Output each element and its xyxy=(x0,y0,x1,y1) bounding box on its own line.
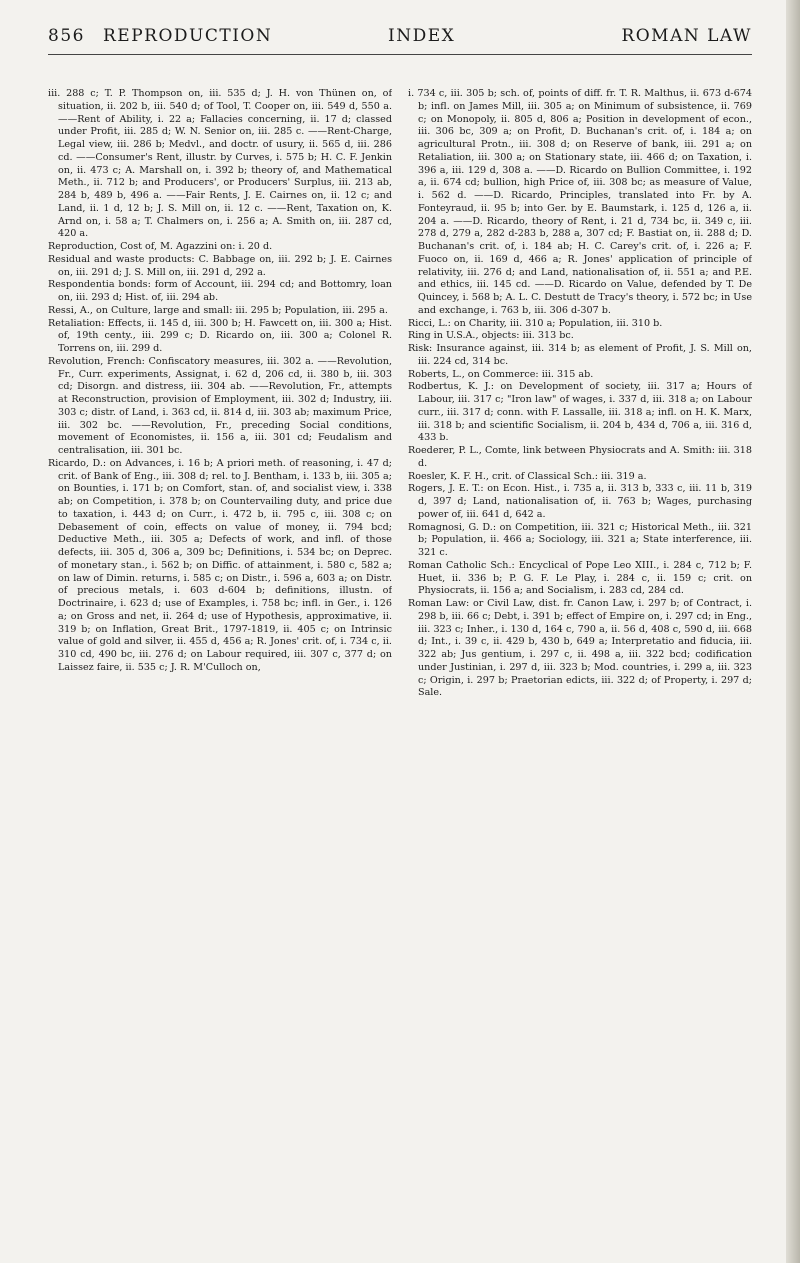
index-entry: Ring in U.S.A., objects: iii. 313 bc. xyxy=(408,330,574,342)
index-entry: Roederer, P. L., Comte, link between Physiocrats and A. Smith: iii. 318 d. xyxy=(408,445,752,469)
index-entry: Roesler, K. F. H., crit. of Classical Sch.: iii. 319 a. xyxy=(408,470,647,482)
index-entry: Respondentia bonds: form of Account, iii. 294 cd; and Bottomry, loan on, iii. 293 d; Hist. of, iii. 294 ab. xyxy=(48,279,392,303)
index-entry: Romagnosi, G. D.: on Competition, iii. 321 c; Historical Meth., iii. 321 b; Population, ii. 466 a; Sociology, iii. 321 a; State interference, iii. 321 c. xyxy=(408,521,752,558)
index-entry: Ricardo, D.: on Advances, i. 16 b; A priori meth. of reasoning, i. 47 d; crit. of Bank of Eng., iii. 308 d; rel. to J. Bentham, i. 133 b, iii. 305 a; on Bounties, i. 171 b; on Comfort, stan. of, and socialist view, i. 338 ab; on Competition, i. 378 b; on Countervailing duty, and price due to taxation, i. 443 d; on Curr., i. 472 b, ii. 795 c, iii. 308 c; on Debasement of coin, effects on value of money, ii. 794 bcd; Deductive Meth., iii. 305 a; Defects of work, and infl. of those defects, iii. 305 d, 306 a, 309 bc; Definitions, i. 534 bc; on Deprec. of monetary stan., i. 562 b; on Diffic. of attainment, i. 580 c, 582 a; on law of Dimin. returns, i. 585 c; on Distr., i. 596 a, 603 a; on Distr. of precious metals, i. 603 d-604 b; definitions, illustn. of Doctrinaire, i. 623 d; use of Examples, i. 758 bc; infl. in Ger., i. 126 a; on Gross and net, ii. 264 d; use of Hypothesis, approximative, ii. 319 b; on Inflation, Great Brit., 1797-1819, ii. 405 c; on Intrinsic value of gold and silver, ii. 455 d, 456 a; R. Jones' crit. of, i. 734 c, ii. 310 cd, 490 bc, iii. 276 d; on Labour required, iii. 307 c, 377 d; on Laissez faire, ii. 535 c; J. R. M'Culloch on, xyxy=(48,457,392,673)
index-entry: Rodbertus, K. J.: on Development of society, iii. 317 a; Hours of Labour, iii. 317 c; "Iron law" of wages, i. 337 d, iii. 318 a; on Labour curr., iii. 317 d; conn. with F. Lassalle, iii. 318 a; infl. on H. K. Marx, iii. 318 b; and scientific Socialism, ii. 204 b, 434 d, 706 a, iii. 316 d, 433 b. xyxy=(408,381,752,444)
page-number: 856 xyxy=(48,26,85,46)
page-edge-shadow xyxy=(786,0,800,1263)
index-entry: Ricci, L.: on Charity, iii. 310 a; Population, iii. 310 b. xyxy=(408,317,663,329)
running-header xyxy=(48,26,752,56)
index-entry: i. 734 c, iii. 305 b; sch. of, points of diff. fr. T. R. Malthus, ii. 673 d-674 b; infl. on James Mill, iii. 305 a; on Minimum of subsistence, ii. 769 c; on Monopoly, ii. 805 d, 806 a; Position in development of econ., iii. 306 bc, 309 a; on Profit, D. Buchanan's crit. of, i. 184 a; on agricultural Protn., iii. 308 d; on Reserve of bank, iii. 291 a; on Retaliation, iii. 300 a; on Stationary state, iii. 466 d; on Taxation, i. 396 a, iii. 129 d, 308 a. ——D. Ricardo on Bullion Committee, i. 192 a, ii. 674 cd; bullion, high Price of, iii. 308 bc; as measure of Value, i. 562 d. ——D. Ricardo, Principles, translated into Fr. by A. Fonteyraud, ii. 95 b; into Ger. by E. Baumstark, i. 125 d, 126 a, ii. 204 a. ——D. Ricardo, theory of Rent, i. 21 d, 734 bc, ii. 349 c, iii. 278 d, 279 a, 282 d-283 b, 288 a, 307 cd; F. Bastiat on, ii. 288 d; D. Buchanan's crit. of, i. 184 ab; H. C. Carey's crit. of, i. 226 a; F. Fuoco on, ii. 169 d, 466 a; R. Jones' application of principle of relativity, iii. 276 d; and Land, nationalisation of, ii. 551 a; and P.E. and ethics, iii. 145 cd. ——D. Ricardo on Value, defended by T. De Quincey, i. 568 b; A. L. C. Destutt de Tracy's theory, i. 572 bc; in Use and exchange, i. 763 b, iii. 306 d-307 b. xyxy=(408,88,752,316)
header-left-title: REPRODUCTION xyxy=(103,26,273,46)
index-entry: Revolution, French: Confiscatory measures, iii. 302 a. ——Revolution, Fr., Curr. experiments, Assignat, i. 62 d, 206 cd, ii. 380 b, iii. 303 cd; Disorgn. and distress, iii. 304 ab. ——Revolution, Fr., attempts at Reconstruction, provision of Employment, iii. 302 d; Industry, iii. 303 c; distr. of Land, i. 363 cd, ii. 814 d, iii. 303 ab; maximum Price, iii. 302 bc. ——Revolution, Fr., preceding Social conditions, movement of Economistes, ii. 156 a, iii. 301 cd; Feudalism and centralisation, iii. 301 bc. xyxy=(48,355,392,456)
header-right-title: ROMAN LAW xyxy=(621,26,752,46)
index-entry: iii. 288 c; T. P. Thompson on, iii. 535 d; J. H. von Thünen on, of situation, ii. 202 b, iii. 540 d; of Tool, T. Cooper on, iii. 549 d, 550 a. ——Rent of Ability, i. 22 a; Fallacies concerning, ii. 17 d; classed under Profit, iii. 285 d; W. N. Senior on, iii. 285 c. ——Rent-Charge, Legal view, iii. 286 b; Medvl., and doctr. of usury, ii. 565 d, iii. 286 cd. ——Consumer's Rent, illustr. by Curves, i. 575 b; H. C. F. Jenkin on, ii. 473 c; A. Marshall on, i. 392 b; theory of, and Mathematical Meth., ii. 712 b; and Producers', or Producers' Surplus, iii. 213 ab, 284 b, 489 b, 496 a. ——Fair Rents, J. E. Cairnes on, ii. 12 c; and Land, ii. 1 d, 12 b; J. S. Mill on, ii. 12 c. ——Rent, Taxation on, K. Arnd on, i. 58 a; T. Chalmers on, i. 256 a; A. Smith on, iii. 287 cd, 420 a. xyxy=(48,88,392,240)
header-rule xyxy=(48,54,752,55)
index-entry: Reproduction, Cost of, M. Agazzini on: i. 20 d. xyxy=(48,241,273,252)
header-center-title: INDEX xyxy=(388,26,456,46)
index-entry: Ressi, A., on Culture, large and small: iii. 295 b; Population, iii. 295 a. xyxy=(48,304,388,316)
index-entry: Roman Catholic Sch.: Encyclical of Pope Leo XIII., i. 284 c, 712 b; F. Huet, ii. 336 b; P. G. F. Le Play, i. 284 c, ii. 159 c; crit. on Physiocrats, ii. 156 a; and Socialism, i. 283 cd, 284 cd. xyxy=(408,559,752,597)
index-column-right xyxy=(408,88,752,1248)
index-entry: Residual and waste products: C. Babbage on, iii. 292 b; J. E. Cairnes on, iii. 291 d; J. S. Mill on, iii. 291 d, 292 a. xyxy=(48,253,392,278)
index-entry: Roman Law: or Civil Law, dist. fr. Canon Law, i. 297 b; of Contract, i. 298 b, iii. 66 c; Debt, i. 391 b; effect of Empire on, i. 297 cd; in Eng., iii. 323 c; Inher., i. 130 d, 164 c, 790 a, ii. 56 d, 408 c, 590 d, iii. 668 d; Int., i. 39 c, ii. 429 b, 430 b, 649 a; Interpretatio and fiducia, iii. 322 ab; Jus gentium, i. 297 c, ii. 498 a, iii. 322 bcd; codification under Justinian, i. 297 d, iii. 323 b; Mod. countries, i. 299 a, iii. 323 c; Origin, i. 297 b; Praetorian edicts, iii. 322 d; of Property, i. 297 d; Sale. xyxy=(408,598,752,699)
index-entry: Risk: Insurance against, iii. 314 b; as element of Profit, J. S. Mill on, iii. 224 cd, 314 bc. xyxy=(408,343,752,367)
index-entry: Rogers, J. E. T.: on Econ. Hist., i. 735 a, ii. 313 b, 333 c, iii. 11 b, 319 d, 397 d; Land, nationalisation of, ii. 763 b; Wages, purchasing power of, iii. 641 d, 642 a. xyxy=(408,483,752,520)
index-entry: Retaliation: Effects, ii. 145 d, iii. 300 b; H. Fawcett on, iii. 300 a; Hist. of, 19th centy., iii. 299 c; D. Ricardo on, iii. 300 a; Colonel R. Torrens on, iii. 299 d. xyxy=(48,317,392,354)
index-entry: Roberts, L., on Commerce: iii. 315 ab. xyxy=(408,368,594,380)
index-column-left xyxy=(48,88,392,1248)
